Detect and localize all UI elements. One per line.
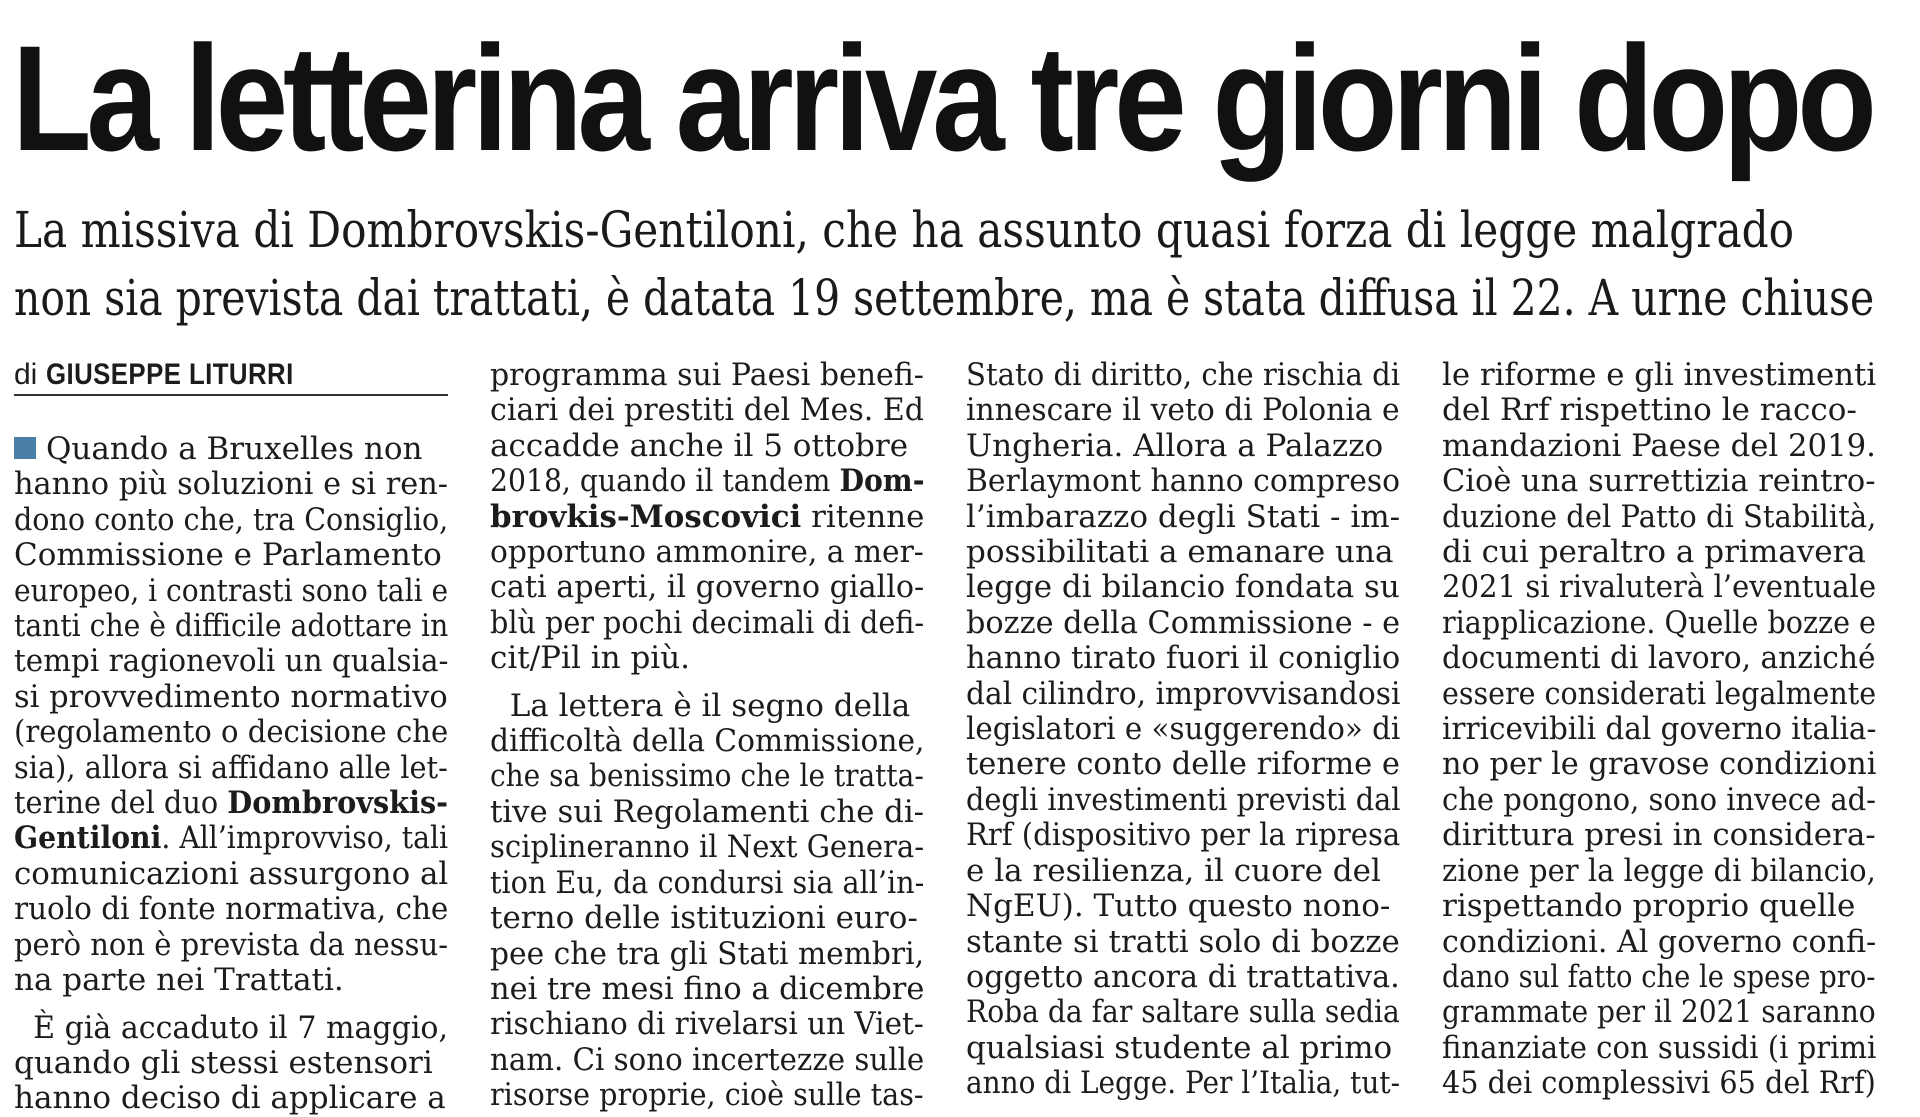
text-line: cati aperti, il governo giallo- <box>490 569 925 606</box>
text-line: (regolamento o decisione che <box>14 714 449 751</box>
text-line: condizioni. Al governo confi- <box>1442 923 1877 960</box>
text-line: riapplicazione. Quelle bozze e <box>1442 604 1876 641</box>
text-line <box>490 463 925 500</box>
text-line: sciplineranno il Next Genera- <box>490 829 925 866</box>
text-line: degli investimenti previsti dal <box>966 781 1401 818</box>
text-line: Stato di diritto, che rischia di <box>966 357 1401 393</box>
text-segment: 2018, quando il tandem <box>490 463 840 500</box>
text-line: hanno più soluzioni e si ren- <box>14 466 449 503</box>
text-line: NgEU). Tutto questo nono- <box>966 888 1391 925</box>
text-line: hanno tirato fuori il coniglio <box>966 640 1401 677</box>
text-line <box>14 820 449 857</box>
text-segment: Quando a Bruxelles non <box>46 431 423 467</box>
text-line: ciari dei prestiti del Mes. Ed <box>490 392 924 429</box>
text-line: che pongono, sono invece ad- <box>1442 781 1876 818</box>
text-line: innescare il veto di Polonia e <box>966 392 1400 429</box>
text-line: Commissione e Parlamento <box>14 537 442 574</box>
text-line: del Rrf rispettino le racco- <box>1442 392 1857 429</box>
bold-name: Gentiloni <box>14 820 162 857</box>
text-line <box>14 785 449 822</box>
text-line: 45 dei complessivi 65 del Rrf) <box>1442 1065 1876 1102</box>
text-line: pee che tra gli Stati membri, <box>490 935 925 972</box>
text-line: rischiano di rivelarsi un Viet- <box>490 1006 924 1043</box>
text-line: Cioè una surrettizia reintro- <box>1442 463 1876 500</box>
headline: La letterina arriva tre giorni dopo <box>12 14 1872 182</box>
text-line: nam. Ci sono incertezze sulle <box>490 1041 925 1078</box>
text-segment: È già accaduto il 7 maggio, <box>33 1009 449 1046</box>
text-line: cit/Pil in più. <box>490 640 691 677</box>
text-line <box>14 1009 449 1046</box>
text-segment: . All’improvviso, tali <box>161 820 449 857</box>
byline-prefix: di <box>14 358 38 391</box>
text-line: documenti di lavoro, anziché <box>1442 640 1876 677</box>
text-line: dal cilindro, improvvisandosi <box>966 675 1401 712</box>
text-line: risorse proprie, cioè sulle tas- <box>490 1077 924 1114</box>
bold-name: Dom- <box>839 463 925 500</box>
text-line: però non è prevista da nessu- <box>14 926 449 963</box>
text-line: comunicazioni assurgono al <box>14 855 449 892</box>
byline-author: GIUSEPPE LITURRI <box>45 358 294 391</box>
text-line: finanziate con sussidi (i primi <box>1442 1029 1877 1066</box>
text-line: programma sui Paesi benefi- <box>490 357 924 393</box>
column-3 <box>966 358 1400 1102</box>
text-line: legge di bilancio fondata su <box>966 569 1400 606</box>
text-line: nei tre mesi fino a dicembre <box>490 970 925 1007</box>
bold-name: brovkis-Moscovici <box>490 498 802 535</box>
text-line: che sa benissimo che le tratta- <box>490 758 924 795</box>
column-1 <box>14 360 448 1117</box>
text-line: stante si tratti solo di bozze <box>966 923 1400 960</box>
text-line: tive sui Regolamenti che di- <box>490 793 925 830</box>
text-line: na parte nei Trattati. <box>14 962 344 999</box>
text-line: di cui peraltro a primavera <box>1442 534 1866 571</box>
text-line: Roba da far saltare sulla sedia <box>966 994 1400 1031</box>
text-line: tanti che è difficile adottare in <box>14 608 449 645</box>
text-line: dono conto che, tra Consiglio, <box>14 501 449 538</box>
text-line: legislatori e «suggerendo» di <box>966 711 1401 748</box>
text-line: Rrf (dispositivo per la ripresa <box>966 817 1401 854</box>
text-line: dano sul fatto che le spese pro- <box>1442 958 1876 995</box>
subtitle-line: La missiva di Dombrovskis-Gentiloni, che ha assunto quasi forza di legge malgrado <box>14 201 1795 259</box>
text-line: opportuno ammonire, a mer- <box>490 534 924 571</box>
text-line: duzione del Patto di Stabilità, <box>1442 498 1877 535</box>
text-line: grammate per il 2021 saranno <box>1442 994 1876 1031</box>
column-4 <box>1442 358 1876 1102</box>
text-line: Berlaymont hanno compreso <box>966 463 1401 500</box>
text-line: 2021 si rivaluterà l’eventuale <box>1442 569 1877 606</box>
text-line: bozze della Commissione - e <box>966 604 1401 641</box>
text-line: Ungheria. Allora a Palazzo <box>966 427 1384 464</box>
text-line: zione per la legge di bilancio, <box>1442 852 1876 889</box>
text-line: mandazioni Paese del 2019. <box>1442 427 1876 464</box>
text-line: anno di Legge. Per l’Italia, tut- <box>966 1065 1401 1102</box>
text-line: accadde anche il 5 ottobre <box>490 427 909 464</box>
subtitle-line: non sia prevista dai trattati, è datata 19 settembre, ma è stata diffusa il 22. A urne chiuse <box>14 269 1875 327</box>
text-line: tion Eu, da condursi sia all’in- <box>490 864 925 901</box>
text-line: si provvedimento normativo <box>14 678 448 715</box>
text-line: dirittura presi in considera- <box>1442 817 1876 854</box>
text-line: blù per pochi decimali di defi- <box>490 604 925 641</box>
text-line: europeo, i contrasti sono tali e <box>14 572 449 609</box>
text-line: possibilitati a emanare una <box>966 534 1394 571</box>
text-line: oggetto ancora di trattativa. <box>966 958 1400 995</box>
text-line: sia), allora si affidano alle let- <box>14 749 448 786</box>
bold-name: Dombrovskis- <box>227 785 449 822</box>
text-line: hanno deciso di applicare a <box>14 1080 446 1117</box>
text-segment: La lettera è il segno della <box>509 687 911 724</box>
column-2 <box>490 358 924 1114</box>
text-line: le riforme e gli investimenti <box>1442 357 1877 393</box>
text-line <box>490 498 925 535</box>
text-line: l’imbarazzo degli Stati - im- <box>966 498 1401 535</box>
text-segment: ritenne <box>801 498 925 535</box>
text-segment: terine del duo <box>14 785 228 822</box>
text-line: quando gli stessi estensori <box>14 1044 433 1081</box>
text-line: difficoltà della Commissione, <box>490 723 925 760</box>
text-line: irricevibili dal governo italia- <box>1442 711 1877 748</box>
text-line: tempi ragionevoli un qualsia- <box>14 643 449 680</box>
text-line: ruolo di fonte normativa, che <box>14 891 449 928</box>
text-line: e la resilienza, il cuore del <box>966 852 1381 889</box>
text-line: qualsiasi studente al primo <box>966 1029 1393 1066</box>
byline <box>14 358 448 396</box>
text-line <box>490 689 924 724</box>
text-line <box>14 432 448 467</box>
text-line: rispettando proprio quelle <box>1442 888 1856 925</box>
lead-square-icon <box>14 437 36 459</box>
text-line: tenere conto delle riforme e <box>966 746 1400 783</box>
text-line: essere considerati legalmente <box>1442 675 1877 712</box>
text-line: no per le gravose condizioni <box>1442 746 1877 783</box>
text-line: terno delle istituzioni euro- <box>490 900 918 937</box>
